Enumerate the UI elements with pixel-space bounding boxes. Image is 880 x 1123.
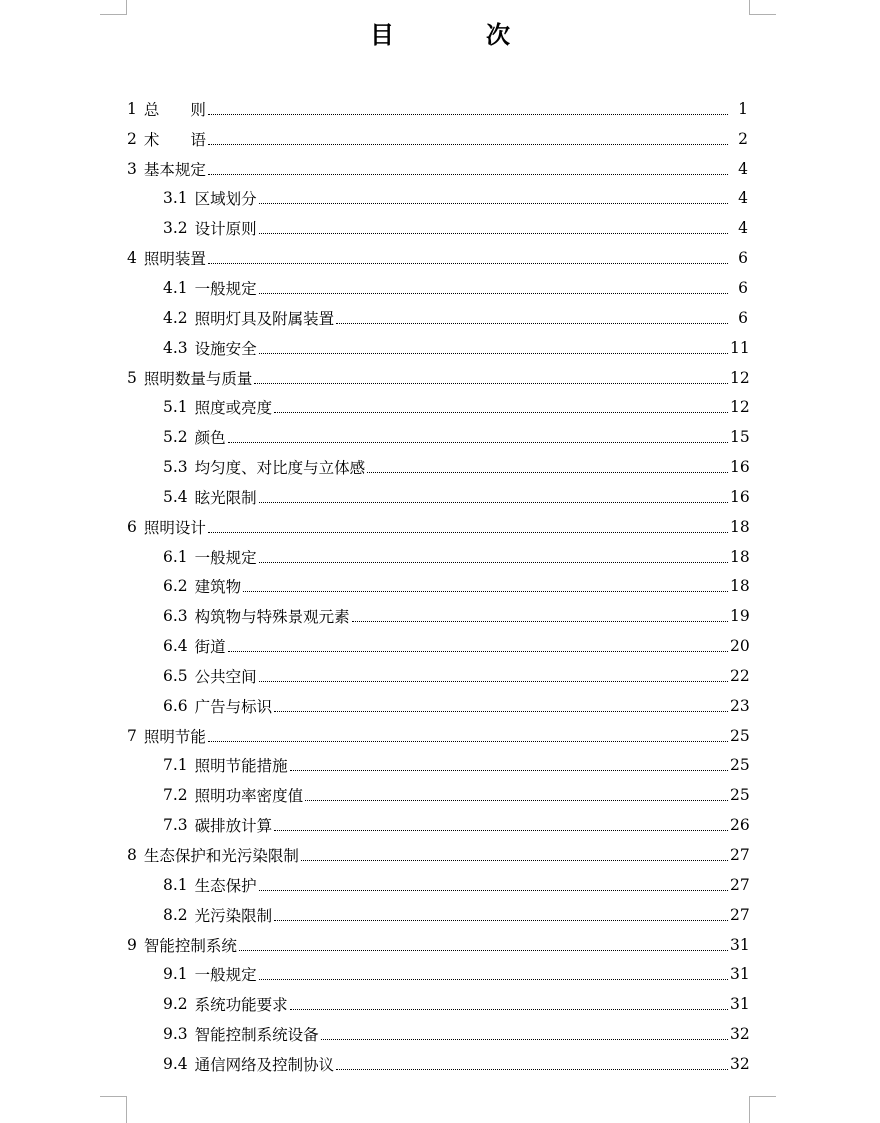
toc-entry-page-number: 31: [730, 965, 750, 984]
toc-entry-number: 9.4: [163, 1054, 188, 1073]
toc-entry-number: 2: [127, 129, 137, 148]
toc-entry[interactable]: [0, 184, 880, 214]
toc-entry-page-number: 6: [738, 249, 748, 268]
toc-entry-page-number: 27: [730, 905, 750, 924]
toc-dot-leader: [208, 740, 728, 742]
toc-entry-number: 7: [127, 726, 137, 745]
toc-entry-title: 设计原则: [194, 220, 257, 239]
toc-entry-number: 9.3: [163, 1025, 188, 1044]
toc-dot-leader: [259, 680, 728, 682]
toc-entry-number: 4.1: [163, 278, 188, 297]
toc-entry-title: 公共空间: [194, 667, 257, 686]
toc-entry[interactable]: [0, 422, 880, 452]
toc-entry-number: 9.2: [163, 995, 188, 1014]
toc-entry-number: 4.3: [163, 338, 188, 357]
toc-entry-number: 9: [127, 935, 137, 954]
toc-dot-leader: [352, 620, 728, 622]
toc-entry-number: 8: [127, 846, 137, 865]
toc-dot-leader: [208, 531, 728, 533]
toc-entry-page-number: 23: [730, 696, 750, 715]
toc-entry-number: 5.2: [163, 428, 188, 447]
toc-dot-leader: [259, 978, 728, 980]
toc-dot-leader: [228, 650, 728, 652]
toc-entry-number: 6.5: [163, 666, 188, 685]
toc-entry[interactable]: [0, 691, 880, 721]
toc-entry[interactable]: [0, 1019, 880, 1049]
toc-entry-title: 基本规定: [143, 160, 206, 179]
toc-dot-leader: [321, 1038, 728, 1040]
toc-entry-title: 广告与标识: [194, 697, 273, 716]
toc-dot-leader: [243, 590, 728, 592]
toc-dot-leader: [259, 232, 728, 234]
toc-entry-number: 6.2: [163, 577, 188, 596]
toc-entry-title: 生态保护: [194, 876, 257, 895]
toc-entry[interactable]: [0, 751, 880, 781]
toc-entry-number: 4.2: [163, 308, 188, 327]
toc-entry-page-number: 25: [730, 786, 750, 805]
toc-entry-title: 颜色: [194, 429, 226, 448]
toc-entry-page-number: 18: [730, 547, 750, 566]
toc-dot-leader: [301, 859, 728, 861]
toc-dot-leader: [254, 382, 728, 384]
toc-entry[interactable]: [0, 303, 880, 333]
toc-entry-title: 构筑物与特殊景观元素: [194, 608, 350, 627]
toc-entry-title: 智能控制系统设备: [194, 1026, 319, 1045]
toc-entry-number: 7.1: [163, 756, 188, 775]
toc-entry-page-number: 4: [738, 159, 748, 178]
toc-entry[interactable]: [0, 601, 880, 631]
toc-entry[interactable]: [0, 482, 880, 512]
toc-dot-leader: [336, 322, 728, 324]
toc-entry[interactable]: [0, 810, 880, 840]
toc-entry[interactable]: [0, 631, 880, 661]
toc-entry-number: 7.2: [163, 786, 188, 805]
toc-entry[interactable]: [0, 392, 880, 422]
toc-entry[interactable]: [0, 900, 880, 930]
toc-entry-title: 照明设计: [143, 518, 206, 537]
toc-dot-leader: [259, 561, 728, 563]
toc-entry-page-number: 27: [730, 846, 750, 865]
toc-entry[interactable]: [0, 959, 880, 989]
toc-entry-number: 6.3: [163, 607, 188, 626]
toc-entry-page-number: 31: [730, 995, 750, 1014]
toc-entry-page-number: 6: [738, 308, 748, 327]
toc-entry[interactable]: [0, 94, 880, 124]
toc-entry-page-number: 16: [730, 458, 750, 477]
toc-entry-number: 6.4: [163, 637, 188, 656]
toc-entry-title: 一般规定: [194, 279, 257, 298]
toc-dot-leader: [208, 262, 728, 264]
toc-entry-page-number: 20: [730, 637, 750, 656]
toc-entry-title: 生态保护和光污染限制: [143, 847, 299, 866]
toc-entry-page-number: 12: [730, 398, 750, 417]
table-of-contents: [0, 94, 880, 1079]
toc-entry-page-number: 4: [738, 189, 748, 208]
toc-entry-page-number: 11: [730, 338, 750, 357]
toc-dot-leader: [259, 202, 728, 204]
toc-entry-title: 街道: [194, 638, 226, 657]
toc-entry-number: 3.1: [163, 189, 188, 208]
toc-entry-page-number: 12: [730, 368, 750, 387]
toc-dot-leader: [274, 919, 728, 921]
toc-entry-title: 总 则: [143, 100, 206, 119]
toc-entry-number: 4: [127, 249, 137, 268]
toc-entry-title: 建筑物: [194, 578, 242, 597]
toc-entry-page-number: 31: [730, 935, 750, 954]
toc-entry-number: 5: [127, 368, 137, 387]
toc-entry-number: 3.2: [163, 219, 188, 238]
toc-entry[interactable]: [0, 213, 880, 243]
toc-entry-page-number: 16: [730, 487, 750, 506]
toc-entry-page-number: 1: [738, 99, 748, 118]
toc-entry-title: 智能控制系统: [143, 936, 237, 955]
toc-dot-leader: [208, 143, 728, 145]
toc-entry-title: 光污染限制: [194, 906, 273, 925]
toc-entry-number: 8.2: [163, 905, 188, 924]
toc-entry-page-number: 32: [730, 1025, 750, 1044]
toc-entry-page-number: 32: [730, 1054, 750, 1073]
toc-entry-page-number: 15: [730, 428, 750, 447]
toc-entry-number: 8.1: [163, 875, 188, 894]
toc-entry[interactable]: [0, 1049, 880, 1079]
toc-dot-leader: [290, 1008, 728, 1010]
toc-entry-page-number: 19: [730, 607, 750, 626]
toc-entry-title: 均匀度、对比度与立体感: [194, 459, 366, 478]
toc-entry-page-number: 18: [730, 577, 750, 596]
toc-dot-leader: [259, 292, 728, 294]
toc-entry[interactable]: [0, 840, 880, 870]
toc-entry-title: 术 语: [143, 130, 206, 149]
toc-entry[interactable]: [0, 989, 880, 1019]
toc-dot-leader: [274, 829, 728, 831]
toc-entry-title: 一般规定: [194, 548, 257, 567]
toc-entry-title: 照明节能措施: [194, 757, 288, 776]
toc-entry-title: 区域划分: [194, 190, 257, 209]
crop-mark-top-left: [100, 0, 127, 15]
toc-entry-number: 6: [127, 517, 137, 536]
toc-entry[interactable]: [0, 930, 880, 960]
toc-entry-title: 碳排放计算: [194, 817, 273, 836]
toc-entry-page-number: 6: [738, 278, 748, 297]
toc-entry-title: 照明数量与质量: [143, 369, 253, 388]
toc-entry[interactable]: [0, 542, 880, 572]
toc-entry-title: 照明装置: [143, 250, 206, 269]
toc-entry[interactable]: [0, 273, 880, 303]
toc-entry-page-number: 27: [730, 875, 750, 894]
toc-entry[interactable]: [0, 452, 880, 482]
toc-entry-number: 6.1: [163, 547, 188, 566]
toc-dot-leader: [259, 352, 728, 354]
toc-entry-number: 5.4: [163, 487, 188, 506]
toc-dot-leader: [208, 173, 728, 175]
toc-entry-page-number: 4: [738, 219, 748, 238]
toc-dot-leader: [367, 471, 728, 473]
toc-entry[interactable]: [0, 721, 880, 751]
toc-dot-leader: [259, 889, 728, 891]
toc-entry[interactable]: [0, 512, 880, 542]
toc-dot-leader: [259, 501, 728, 503]
toc-dot-leader: [274, 411, 728, 413]
toc-entry-page-number: 2: [738, 129, 748, 148]
page-title: 目 次: [370, 20, 544, 49]
toc-entry-page-number: 26: [730, 816, 750, 835]
toc-entry-title: 照度或亮度: [194, 399, 273, 418]
toc-dot-leader: [274, 710, 728, 712]
toc-entry[interactable]: [0, 661, 880, 691]
toc-dot-leader: [208, 113, 728, 115]
toc-entry-number: 7.3: [163, 816, 188, 835]
toc-entry-number: 5.1: [163, 398, 188, 417]
toc-entry-page-number: 25: [730, 726, 750, 745]
toc-entry-number: 6.6: [163, 696, 188, 715]
toc-dot-leader: [290, 769, 728, 771]
toc-entry-number: 1: [127, 99, 137, 118]
toc-entry-title: 一般规定: [194, 966, 257, 985]
toc-entry-page-number: 18: [730, 517, 750, 536]
toc-entry[interactable]: [0, 124, 880, 154]
crop-mark-top-right: [749, 0, 776, 15]
toc-entry[interactable]: [0, 243, 880, 273]
toc-entry[interactable]: [0, 363, 880, 393]
toc-entry-title: 照明灯具及附属装置: [194, 309, 335, 328]
toc-entry-title: 设施安全: [194, 339, 257, 358]
toc-entry-number: 5.3: [163, 458, 188, 477]
toc-entry[interactable]: [0, 572, 880, 602]
toc-dot-leader: [228, 441, 728, 443]
toc-dot-leader: [239, 949, 728, 951]
toc-entry-number: 3: [127, 159, 137, 178]
toc-entry-page-number: 25: [730, 756, 750, 775]
toc-entry-number: 9.1: [163, 965, 188, 984]
toc-entry-title: 系统功能要求: [194, 996, 288, 1015]
toc-entry-title: 通信网络及控制协议: [194, 1055, 335, 1074]
toc-dot-leader: [305, 799, 728, 801]
toc-entry-title: 照明功率密度值: [194, 787, 304, 806]
toc-entry-title: 眩光限制: [194, 488, 257, 507]
toc-entry[interactable]: [0, 154, 880, 184]
toc-entry[interactable]: [0, 333, 880, 363]
toc-dot-leader: [336, 1068, 728, 1070]
toc-entry[interactable]: [0, 780, 880, 810]
toc-entry-page-number: 22: [730, 666, 750, 685]
toc-entry[interactable]: [0, 870, 880, 900]
toc-entry-title: 照明节能: [143, 727, 206, 746]
